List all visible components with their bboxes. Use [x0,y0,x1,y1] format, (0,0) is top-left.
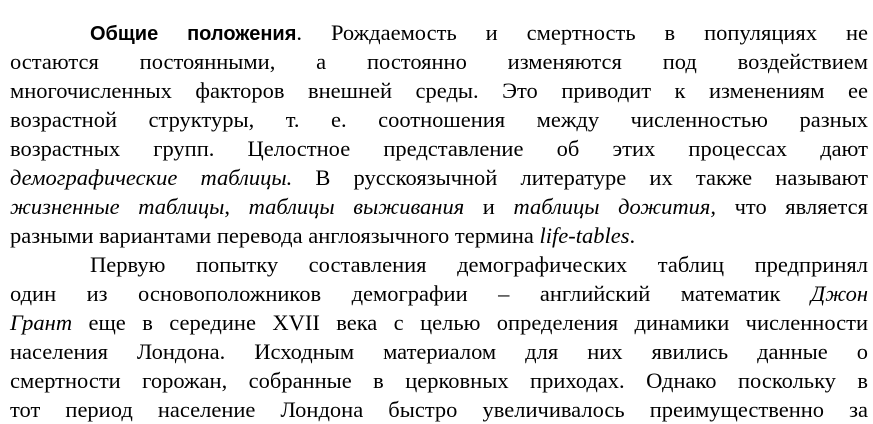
p1-line-8: разными вариантами перевода англоязычного термина life-tables. [10,223,636,248]
p2-line-6: тот период население Лондона быстро увеличивалось преимущественно за [10,397,868,422]
p2-line-3: Грант еще в середине XVII века с целью определения динамики численности [10,310,868,335]
p2-line-1: Первую попытку составления демографических таблиц предпринял [90,252,868,277]
section-heading: Общие положения [90,23,297,45]
p2-line-5: смертности горожан, собранные в церковных приходах. Однако поскольку в [10,368,868,393]
p2-line-4: населения Лондона. Исходным материалом для них явились данные о [10,339,868,364]
p1-line-4: возрастной структуры, т. е. соотношения между численностью разных [10,107,868,132]
p1-line-7: жизненные таблицы, таблицы выживания и таблицы дожития, что является [10,194,868,219]
p1-line-1: Общие положения. Рождаемость и смертность в популяциях не [90,20,868,45]
p1-line-2: остаются постоянными, а постоянно изменяются под воздействием [10,49,868,74]
p1-line-3: многочисленных факторов внешней среды. Это приводит к изменениям ее [10,78,868,103]
p2-line-2: один из основоположников демографии – английский математик Джон [10,281,868,306]
p1-line-5: возрастных групп. Целостное представление об этих процессах дают [10,136,868,161]
p1-line-6: демографические таблицы. В русскоязычной литературе их также называют [10,165,868,190]
